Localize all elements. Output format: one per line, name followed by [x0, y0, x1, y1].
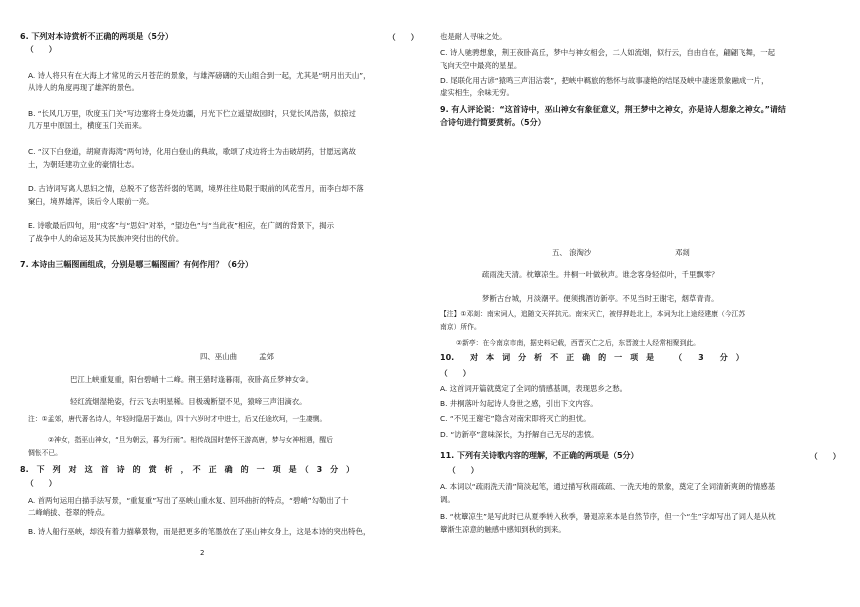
q11-option-a: A. 本词以“疏雨洗天清”简淡起笔，通过描写秋雨疏疏、一洗天地的景象，奠定了全词清新爽朗的情感基 [440, 482, 776, 491]
poem4-title: 四、巫山曲 孟郊 [200, 352, 274, 361]
q8-option-a: A. 首两句运用白描手法写景，“重复重”写出了巫峡山重水复、回环曲折的特点，“碧峭”勾勒出了十 [28, 496, 349, 505]
poem4-note-2: ②神女，指巫山神女，“旦为朝云，暮为行雨”。相传战国时楚怀王游高唐，梦与女神相遇，醒后 [48, 436, 334, 444]
q6-option-a-cont: 从诗人的角度再现了雄浑的景色。 [28, 83, 139, 92]
q6-option-c: C. “汉下白登道，胡窥青海湾”两句诗，化用白登山的典故，歌颂了戍边将士为击破胡药，甘愿远离故 [28, 147, 356, 156]
q6-option-e-cont: 了战争中人的命运及其为民族冲突付出的代价。 [28, 234, 184, 243]
poem5-line-2: 梦断古台城，月淡潮平。便须携酒访新亭。不见当时王谢宅，烟草青青。 [482, 294, 719, 303]
q10-option-b: B. 井桐落叶勾起诗人身世之感，引出下文内容。 [440, 399, 598, 408]
q8-option-c-cont: 飞向天空中最亮的星星。 [440, 61, 522, 70]
q8-option-c: C. 诗人驰骋想象，荆王夜卧高丘，梦中与神女相会，二人如流烟，似行云，自由自在，翩翩飞舞，一起 [440, 48, 776, 57]
poem5-note-1: 【注】①邓剡：南宋词人，追随文天祥抗元。南宋灭亡，被俘押赴北上，本词为北上途经建康（今江苏 [440, 310, 746, 318]
q8-stem: 8. 下 列 对 这 首 诗 的 赏 析 ， 不 正 确 的 一 项 是 （ 3 分 ） [20, 465, 355, 474]
q6-answer-paren: （ ） [388, 33, 419, 42]
poem4-note-2-cont: 惆怅不已。 [28, 449, 62, 457]
q8-option-d-cont: 虚实相生，余味无穷。 [440, 88, 514, 97]
q6-option-d: D. 古诗词写离人思妇之情，总脱不了悠苦纤弱的笔调，境界往往局限于眼前的风花雪月，而李白却不落 [28, 184, 364, 193]
q11-option-b-cont: 簟渐生凉意的触感中感知到秋的到来。 [440, 525, 566, 534]
q6-answer-paren-2: （ ） [26, 45, 57, 54]
q9-stem: 9. 有人评论说：“这首诗中，巫山神女有象征意义，荆王梦中之神女，亦是诗人想象之神女。”请结 [440, 105, 786, 114]
q11-answer-paren-2: （ ） [448, 466, 479, 475]
poem5-note-1-cont: 南京）所作。 [440, 323, 481, 331]
q10-option-c: C. “不见王谢宅”隐含对南宋即将灭亡的担忧。 [440, 414, 591, 423]
q6-option-b-cont: 几万里中原国土，横度玉门关而来。 [28, 121, 147, 130]
q10-answer-paren: （ ） [440, 369, 471, 378]
q11-option-a-cont: 调。 [440, 495, 455, 504]
q6-option-e: E. 诗歌最后四句，用“戍客”与“思妇”对举，“望边色”与“当此夜”相应，在广阔的背景下，揭示 [28, 221, 335, 230]
q6-option-a: A. 诗人将只有在大海上才常见的云月苍茫的景象，与雄浑磅礴的天山组合到一起，尤其是“明月出天山”， [28, 71, 371, 80]
poem4-line-2: 轻红流烟湿艳姿，行云飞去明星稀。目极魂断望不见，猿啼三声泪滴衣。 [70, 397, 307, 406]
q6-option-b: B. “长风几万里，吹度玉门关”写边塞将士身处边疆，月光下伫立遥望故园时，只觉长风浩荡，似掠过 [28, 109, 356, 118]
q6-stem: 6. 下列对本诗赏析不正确的两项是（5分） [20, 32, 173, 41]
q6-option-c-cont: 土，为朝廷建功立业的豪情壮志。 [28, 160, 139, 169]
q11-stem: 11. 下列有关诗歌内容的理解，不正确的两项是（5分） [440, 451, 639, 460]
poem5-title: 五、 浪淘沙 [552, 248, 592, 257]
poem4-note-1: 注：①孟郊，唐代著名诗人，年轻时隐居于嵩山，四十六岁时才中进士，后又任途坎坷，一生凄恻。 [28, 415, 327, 423]
q11-answer-paren: （ ） [810, 452, 841, 461]
q10-option-d: D. “访新亭”意味深长，为抒解自己无尽的悲愤。 [440, 430, 599, 439]
poem5-line-1: 疏雨洗天清。枕簟凉生。井桐一叶做秋声。谁念客身轻似叶，千里飘零？ [482, 270, 719, 279]
q8-answer-paren: （ ） [26, 479, 57, 488]
q9-stem-cont: 合诗句进行简要赏析。（5分） [440, 118, 546, 127]
poem4-line-1: 巴江上峡重复重，阳台碧峭十二峰。荆王猎时逢暮雨，夜卧高丘梦神女②。 [70, 375, 314, 384]
q7-stem: 7. 本诗由三幅图画组成，分别是哪三幅图画？有何作用？（6分） [20, 260, 253, 269]
page-number: 2 [200, 549, 205, 557]
q11-option-b: B. “枕簟凉生”是写此时已从夏季转入秋季，暑退凉来本是自然节序，但一个“生”字却写出了词人是从枕 [440, 512, 776, 521]
q8-option-b-end: 也是耐人寻味之处。 [440, 32, 507, 41]
q8-option-b: B. 诗人船行巫峡，却没有着力描摹景物，而是把更多的笔墨放在了巫山神女身上，这是本诗的突出特色， [28, 527, 371, 536]
q10-stem: 10. 对 本 词 分 析 不 正 确 的 一 项 是 （ 3 分 ） [440, 353, 744, 362]
q10-option-a: A. 这首词开篇就奠定了全词的情感基调，表现思乡之愁。 [440, 384, 628, 393]
q8-option-a-cont: 二峰峭拔、苍翠的特点。 [28, 508, 110, 517]
poem5-author: 邓剡 [675, 248, 690, 257]
q8-option-d: D. 尾联化用古谚“猿鸣三声泪沾裳”，把峡中羁旅的愁怀与故事凄艳的结尾及峡中凄迷景象融成一片， [440, 76, 769, 85]
q6-option-d-cont: 窠臼，境界雄浑，读后令人眼前一亮。 [28, 197, 154, 206]
poem5-note-2: ②新亭：在今南京市南，据史料记载，西晋灭亡之后，东晋渡士人经常相聚到此。 [456, 339, 700, 347]
